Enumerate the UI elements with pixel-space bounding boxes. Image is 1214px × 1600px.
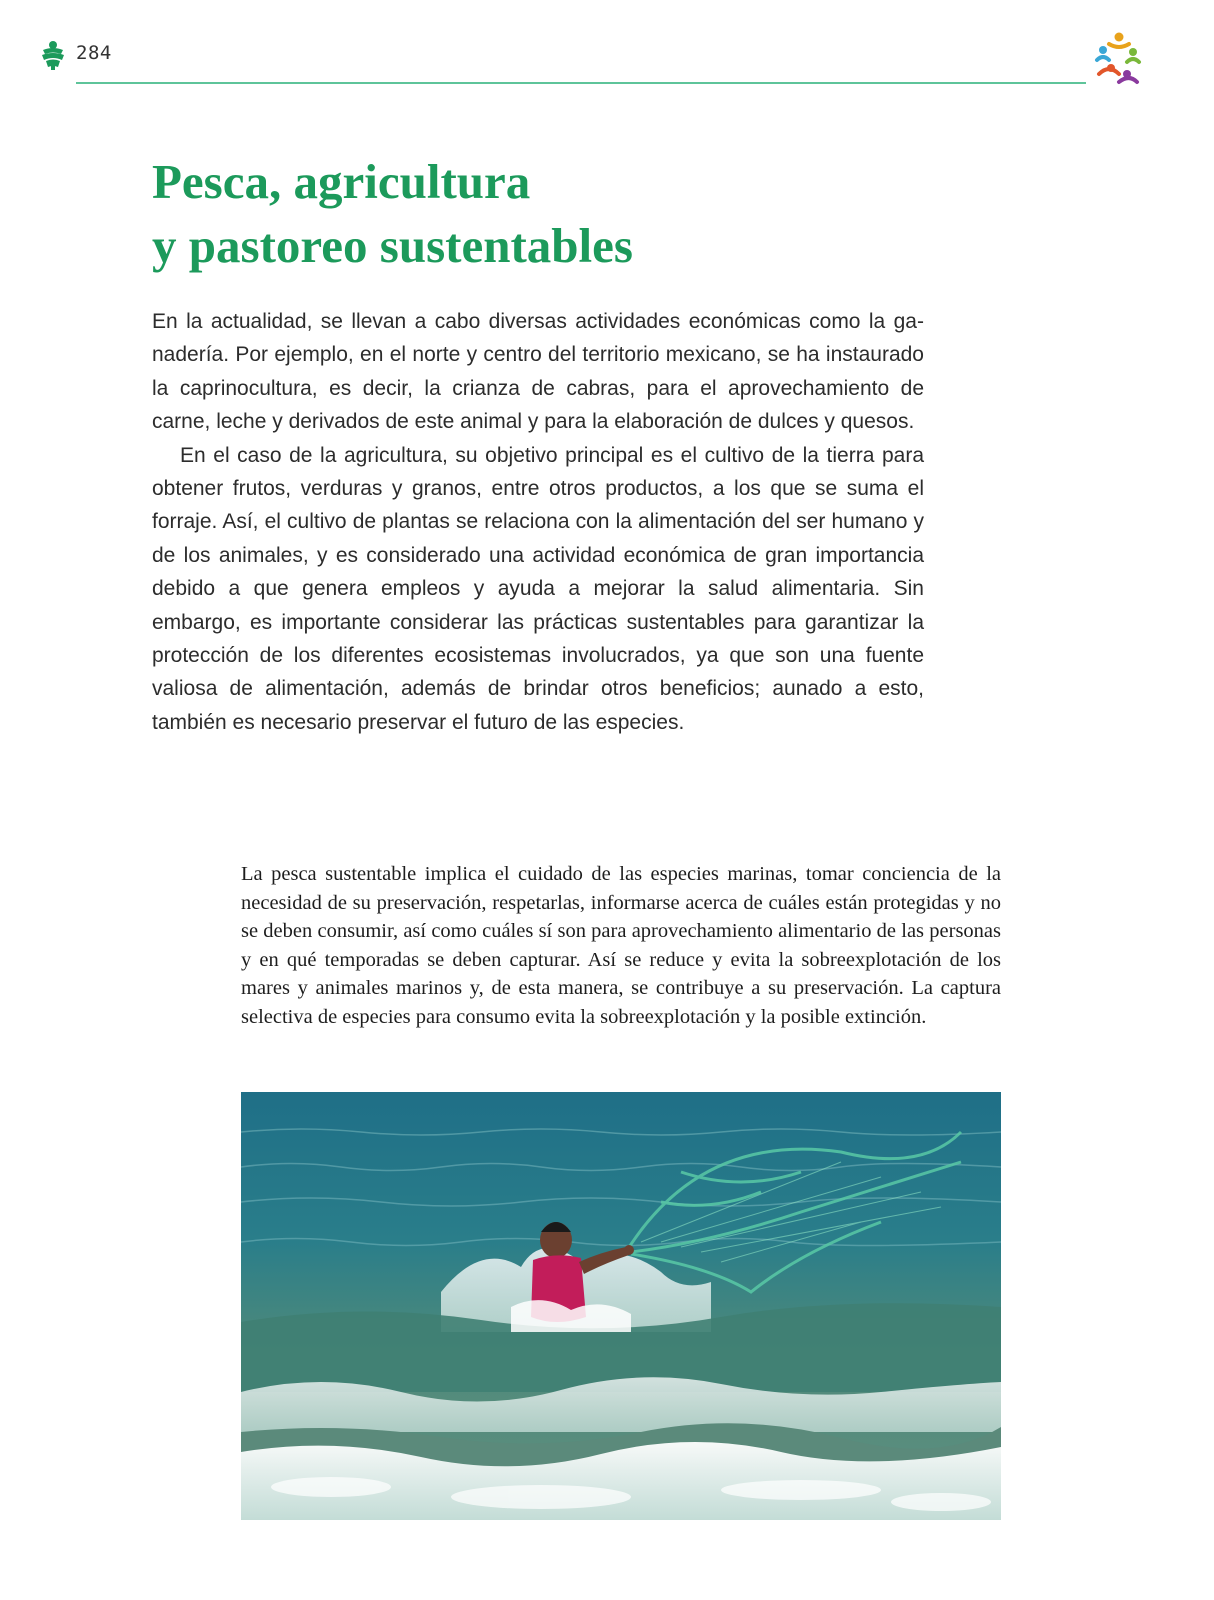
body-text (152, 305, 924, 739)
title-line-1: Pesca, agricultura (152, 154, 531, 209)
fisherman-photo (241, 1092, 1001, 1520)
sea-net-fishing-illustration (241, 1092, 1001, 1520)
page-header (0, 0, 1214, 100)
book-emblem-icon (40, 40, 66, 70)
callout-text: La pesca sustentable implica el cuidado de las especies marinas, tomar conciencia de la necesidad de su preservación, respetarlas, informarse acerca de cuáles están protegidas y no se deben consumir, así como cuáles sí son para aprovechamiento alimentario de las personas y en qué temporadas se deben capturar. Así se reduce y evita la sobreexplotación de los mares y animales marinos y, de esta manera, se contribuye a su preservación. La captura selectiva de especies para consumo evita la sobreexplotación y la posible extinción. (241, 863, 1001, 1028)
colorful-people-logo-icon (1089, 30, 1145, 86)
title-line-2: y pastoreo sustentables (152, 218, 633, 273)
page-title (152, 150, 1052, 278)
paragraph-1: En la actualidad, se llevan a cabo diversas actividades económicas como la ganadería. Por ejemplo, en el norte y centro del territorio mexicano, se ha instaurado la caprinocultura, es decir, la crianza de cabras, para el aprovechamiento de carne, leche y derivados de este animal y para la elaboración de dulces y quesos. (152, 310, 924, 434)
page-number: 284 (76, 42, 112, 64)
paragraph-2: En el caso de la agricultura, su objetivo principal es el cultivo de la tierra para obtener frutos, verduras y granos, entre otros productos, a los que se suma el forraje. Así, el cultivo de plantas se relaciona con la alimentación del ser humano y de los animales, y es considerado una actividad económica de gran importancia debido a que genera empleos y ayuda a mejorar la salud alimentaria. Sin embargo, es importante considerar las prácticas sustentables para garantizar la protección de los diferentes ecosistemas involucrados, ya que son una fuente valiosa de alimentación, además de brindar otros beneficios; aunado a esto, también es necesario preservar el futuro de las especies. (152, 443, 924, 734)
header-divider (76, 82, 1086, 84)
